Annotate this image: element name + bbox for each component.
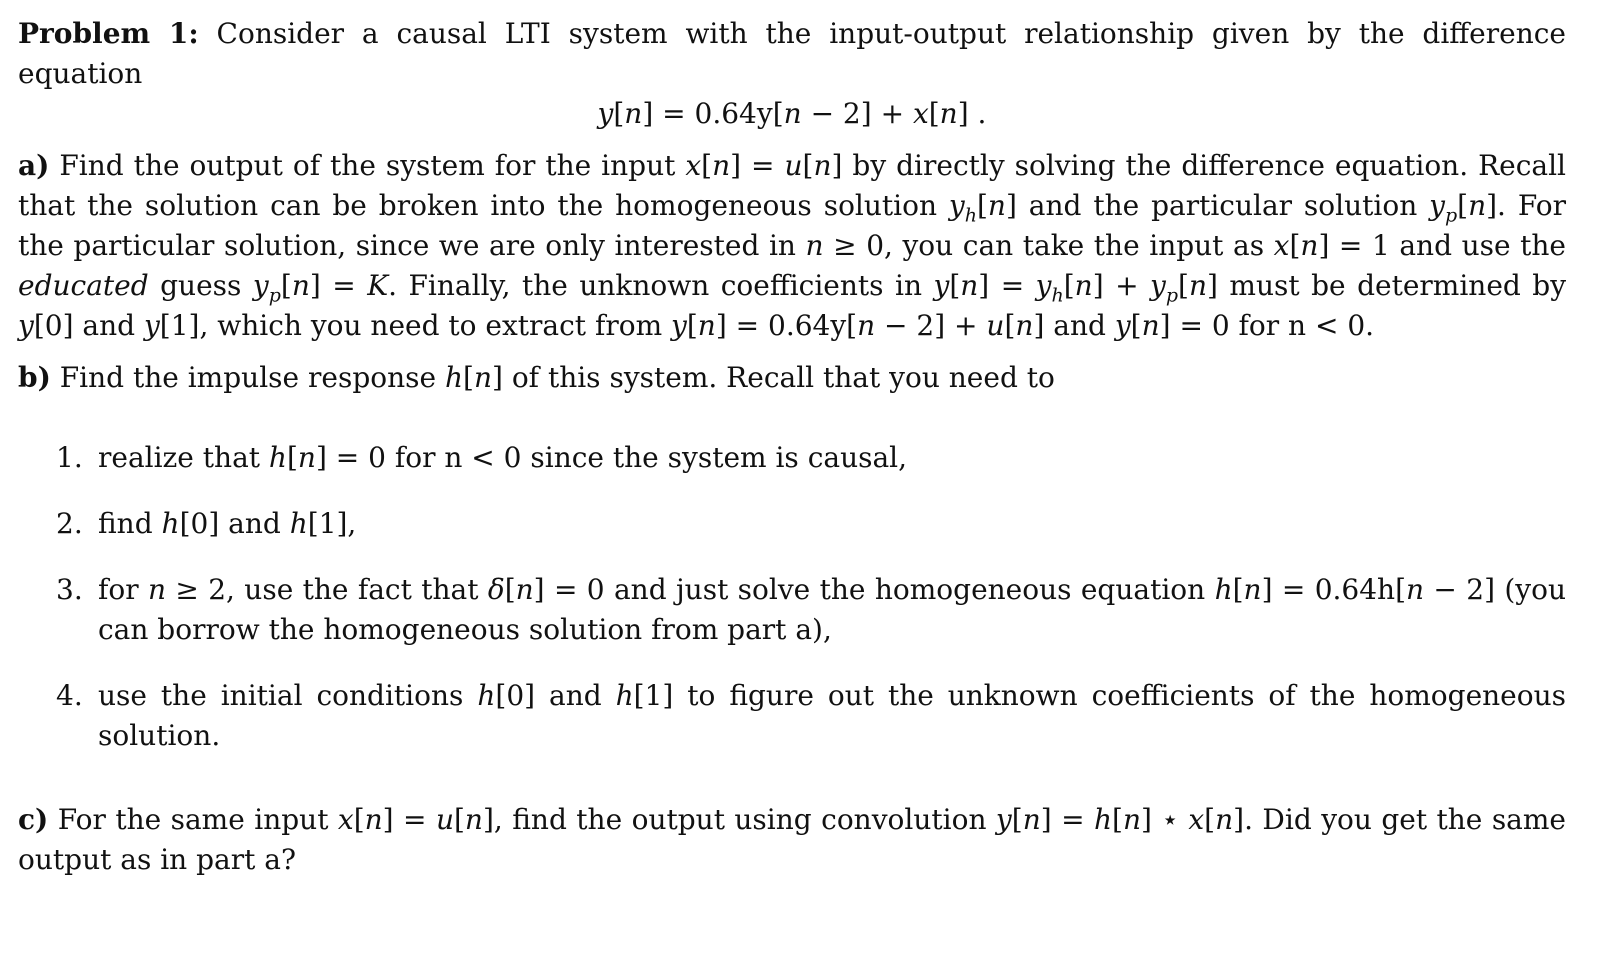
- part-a-text: Find the output of the system for the input x[n] = u[n] by directly solving the difference equation. Recall that the solution can be broken into the homogeneous solution $y_h[n]$ and the particular solution $y_p[n]$. For the particular solution, since we are only interested in n ≥ 0, you can take the input as x[n] = 1 and use the educated guess $y_p[n] = K$. Finally, the unknown coefficients in $y[n] = y_h[n] + y_p[n]$ must be determined by y[0] and y[1], which you need to extract from y[n] = 0.64y[n − 2] + u[n] and y[n] = 0 for n < 0.: [18, 149, 1567, 342]
- problem-intro: [18, 14, 1566, 94]
- step-number: 1.: [56, 441, 83, 474]
- part-c-text: For the same input x[n] = u[n], find the output using convolution y[n] = h[n] ⋆ x[n]. Did you get the same output as in part a?: [18, 803, 1566, 876]
- step-item: [18, 676, 1566, 756]
- part-c: [18, 800, 1566, 880]
- part-b-label: b): [18, 361, 51, 394]
- problem-intro-text: Consider a causal LTI system with the input-output relationship given by the difference equation: [18, 17, 1566, 90]
- step-number: 2.: [56, 507, 83, 540]
- part-a-label: a): [18, 149, 50, 182]
- step-item: [18, 570, 1566, 650]
- step-item: [18, 438, 1566, 478]
- part-b-steps: [18, 438, 1566, 756]
- step-number: 3.: [56, 573, 83, 606]
- step-text: for n ≥ 2, use the fact that δ[n] = 0 and just solve the homogeneous equation h[n] = 0.64h[n − 2] (you can borrow the homogeneous solution from part a),: [98, 573, 1566, 646]
- step-text: use the initial conditions h[0] and h[1] to figure out the unknown coefficients of the homogeneous solution.: [98, 679, 1567, 752]
- step-text: find h[0] and h[1],: [98, 507, 357, 540]
- step-text: realize that h[n] = 0 for n < 0 since the system is causal,: [98, 441, 908, 474]
- part-a: [18, 146, 1566, 346]
- part-b: [18, 358, 1566, 398]
- step-number: 4.: [56, 679, 83, 712]
- part-c-label: c): [18, 803, 49, 836]
- step-item: [18, 504, 1566, 544]
- part-b-text: Find the impulse response h[n] of this system. Recall that you need to: [59, 361, 1055, 394]
- problem-heading: Problem 1:: [18, 17, 199, 50]
- difference-equation: y[n] = 0.64y[n − 2] + x[n] .: [597, 97, 987, 130]
